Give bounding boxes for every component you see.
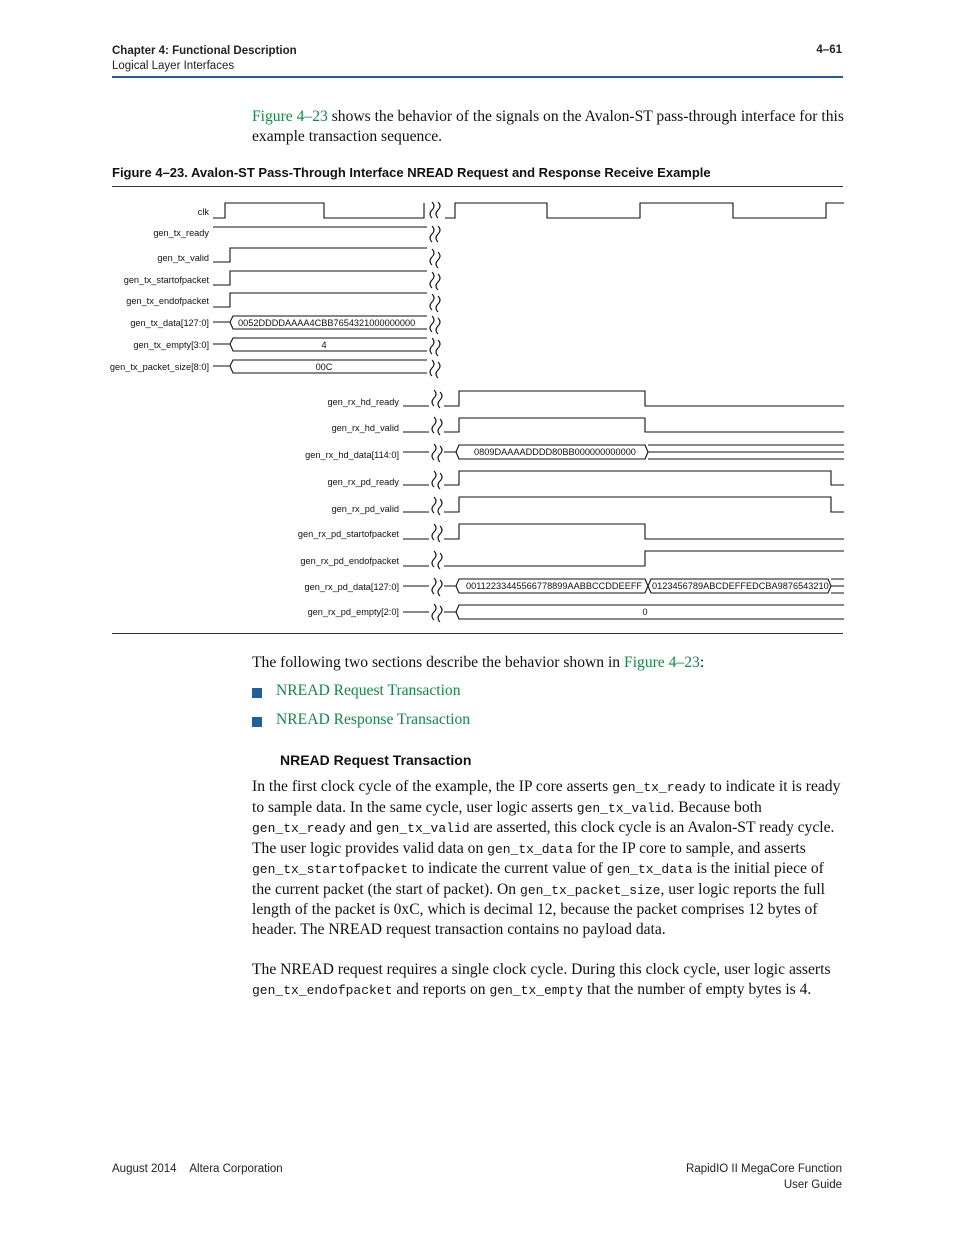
gen-tx-startofpacket-wave bbox=[213, 271, 427, 285]
section-title: Logical Layer Interfaces bbox=[112, 60, 235, 72]
signal-label: gen_tx_empty[3:0] bbox=[133, 340, 209, 350]
tx-data-value: 0052DDDDAAAA4CBB7654321000000000 bbox=[238, 318, 416, 328]
section-heading: NREAD Request Transaction bbox=[280, 752, 472, 768]
figure-link[interactable]: Figure 4–23 bbox=[624, 654, 700, 671]
gen-rx-pd-ready-wave bbox=[403, 471, 844, 485]
gen-rx-pd-endofpacket-wave bbox=[403, 551, 844, 566]
figure-link[interactable]: Figure 4–23 bbox=[252, 108, 328, 125]
signal-label: gen_tx_ready bbox=[153, 228, 209, 238]
signal-label: gen_rx_pd_ready bbox=[327, 477, 399, 487]
footer-right bbox=[686, 1161, 842, 1193]
gen-tx-endofpacket-wave bbox=[213, 293, 427, 307]
signal-label: gen_rx_hd_ready bbox=[327, 397, 399, 407]
tx-signal-labels bbox=[110, 228, 210, 372]
gen-tx-empty-bus bbox=[213, 338, 427, 351]
page-number: 4–61 bbox=[816, 44, 842, 56]
figure-bottom-rule bbox=[112, 633, 843, 634]
tx-empty-value: 4 bbox=[321, 340, 327, 350]
footer-date: August 2014 bbox=[112, 1163, 177, 1175]
tx-packet-size-value: 00C bbox=[315, 362, 333, 372]
signal-label: gen_tx_data[127:0] bbox=[130, 318, 209, 328]
rx-pd-empty-value: 0 bbox=[642, 607, 648, 617]
footer-product: RapidIO II MegaCore Function bbox=[686, 1163, 842, 1175]
signal-label: gen_rx_pd_valid bbox=[331, 504, 399, 514]
gen-rx-hd-ready-wave bbox=[403, 391, 844, 406]
rx-pd-data-value-1: 00112233445566778899AABBCCDDEEFF bbox=[466, 581, 643, 591]
chapter-title: Chapter 4: Functional Description bbox=[112, 45, 297, 57]
footer-doc: User Guide bbox=[783, 1179, 842, 1191]
footer-left bbox=[112, 1161, 283, 1177]
gen-rx-pd-valid-wave bbox=[403, 497, 844, 512]
gen-rx-hd-valid-wave bbox=[403, 418, 844, 432]
signal-label-clk: clk bbox=[197, 207, 209, 217]
signal-label: gen_rx_pd_empty[2:0] bbox=[307, 607, 399, 617]
rx-break-marks bbox=[432, 390, 442, 622]
body-paragraph-1: In the first clock cycle of the example, the IP core asserts gen_tx_ready to indicate it is ready to sample data. In the same cycle, user logic asserts gen_tx_valid. Because both gen_tx_ready and gen_tx_valid are asserted, this clock cycle is an Avalon-ST ready cycle. The user logic provides valid data on gen_tx_data for the IP core to sample, and asserts gen_tx_startofpacket to indicate the current value of gen_tx_data is the initial piece of the current packet (the start of packet). On gen_tx_packet_size, user logic reports the full length of the packet is 0xC, which is decimal 12, because the packet comprises 12 bytes of header. The NREAD request transaction contains no payload data. bbox=[252, 778, 841, 938]
figure-title: Figure 4–23. Avalon-ST Pass-Through Interface NREAD Request and Response Receive Example bbox=[112, 165, 711, 180]
gen-rx-pd-empty-bus bbox=[403, 605, 844, 619]
signal-label: gen_tx_startofpacket bbox=[123, 275, 209, 285]
gen-rx-pd-startofpacket-wave bbox=[403, 524, 844, 539]
rx-waveforms bbox=[403, 391, 844, 619]
rx-pd-data-value-2: 0123456789ABCDEFFEDCBA9876543210 bbox=[652, 581, 829, 591]
signal-label: gen_rx_pd_endofpacket bbox=[300, 556, 399, 566]
signal-label: gen_rx_hd_data[114:0] bbox=[305, 450, 399, 460]
bullet-link-response[interactable]: NREAD Response Transaction bbox=[276, 711, 471, 728]
intro-text: shows the behavior of the signals on the Avalon-ST pass-through interface for this example transaction sequence. bbox=[252, 108, 844, 145]
footer-company: Altera Corporation bbox=[189, 1163, 283, 1175]
body-paragraph-2: The NREAD request requires a single clock cycle. During this clock cycle, user logic asserts gen_tx_endofpacket and reports on gen_tx_empty that the number of empty bytes is 4. bbox=[252, 961, 831, 998]
clk-waveform bbox=[213, 203, 844, 218]
rx-hd-data-value: 0809DAAAADDDD80BB000000000000 bbox=[474, 447, 636, 457]
bullet-link-request[interactable]: NREAD Request Transaction bbox=[276, 682, 461, 699]
signal-label: gen_tx_packet_size[8:0] bbox=[109, 362, 209, 372]
gen-tx-valid-wave bbox=[213, 248, 427, 262]
signal-label: gen_rx_hd_valid bbox=[331, 423, 399, 433]
signal-label: gen_tx_valid bbox=[157, 253, 209, 263]
tx-break-marks bbox=[430, 202, 440, 378]
signal-label: gen_rx_pd_startofpacket bbox=[297, 529, 399, 539]
signal-label: gen_tx_endofpacket bbox=[126, 296, 209, 306]
tx-waveforms bbox=[213, 227, 427, 373]
sections-intro: The following two sections describe the behavior shown in Figure 4–23: bbox=[252, 654, 705, 671]
rx-signal-labels bbox=[298, 397, 400, 617]
bullet-marker bbox=[252, 688, 262, 698]
signal-label: gen_rx_pd_data[127:0] bbox=[304, 582, 399, 592]
bullet-marker bbox=[252, 717, 262, 727]
